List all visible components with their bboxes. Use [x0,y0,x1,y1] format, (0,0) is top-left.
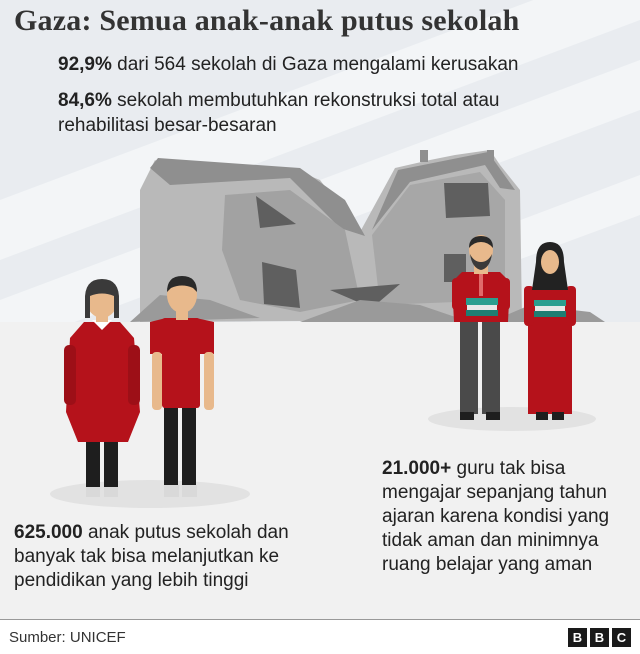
stat-text: sekolah membutuhkan rekonstruksi total atau rehabilitasi besar-besaran [58,90,500,136]
caption-highlight: 21.000+ [382,458,452,479]
stat-highlight: 92,9% [58,54,112,75]
logo-letter: B [568,628,587,647]
stat-reconstruction [58,88,578,138]
page-title: Gaza: Semua anak-anak putus sekolah [14,4,520,37]
stat-damaged-schools [58,52,519,77]
logo-letter: C [612,628,631,647]
bbc-logo [568,628,631,647]
logo-letter: B [590,628,609,647]
caption-highlight: 625.000 [14,522,83,543]
stat-highlight: 84,6% [58,90,112,111]
caption-text: guru tak bisa mengajar sepanjang tahun ajaran karena kondisi yang tidak aman dan minimnya ruang belajar yang aman [382,458,610,575]
stat-text: dari 564 sekolah di Gaza mengalami kerusakan [111,54,519,75]
footer [0,619,640,654]
caption-text: anak putus sekolah dan banyak tak bisa melanjutkan ke pendidikan yang lebih tinggi [14,522,289,591]
students-caption [14,521,344,593]
teachers-caption [382,457,622,577]
source-label: Sumber: UNICEF [9,629,126,646]
